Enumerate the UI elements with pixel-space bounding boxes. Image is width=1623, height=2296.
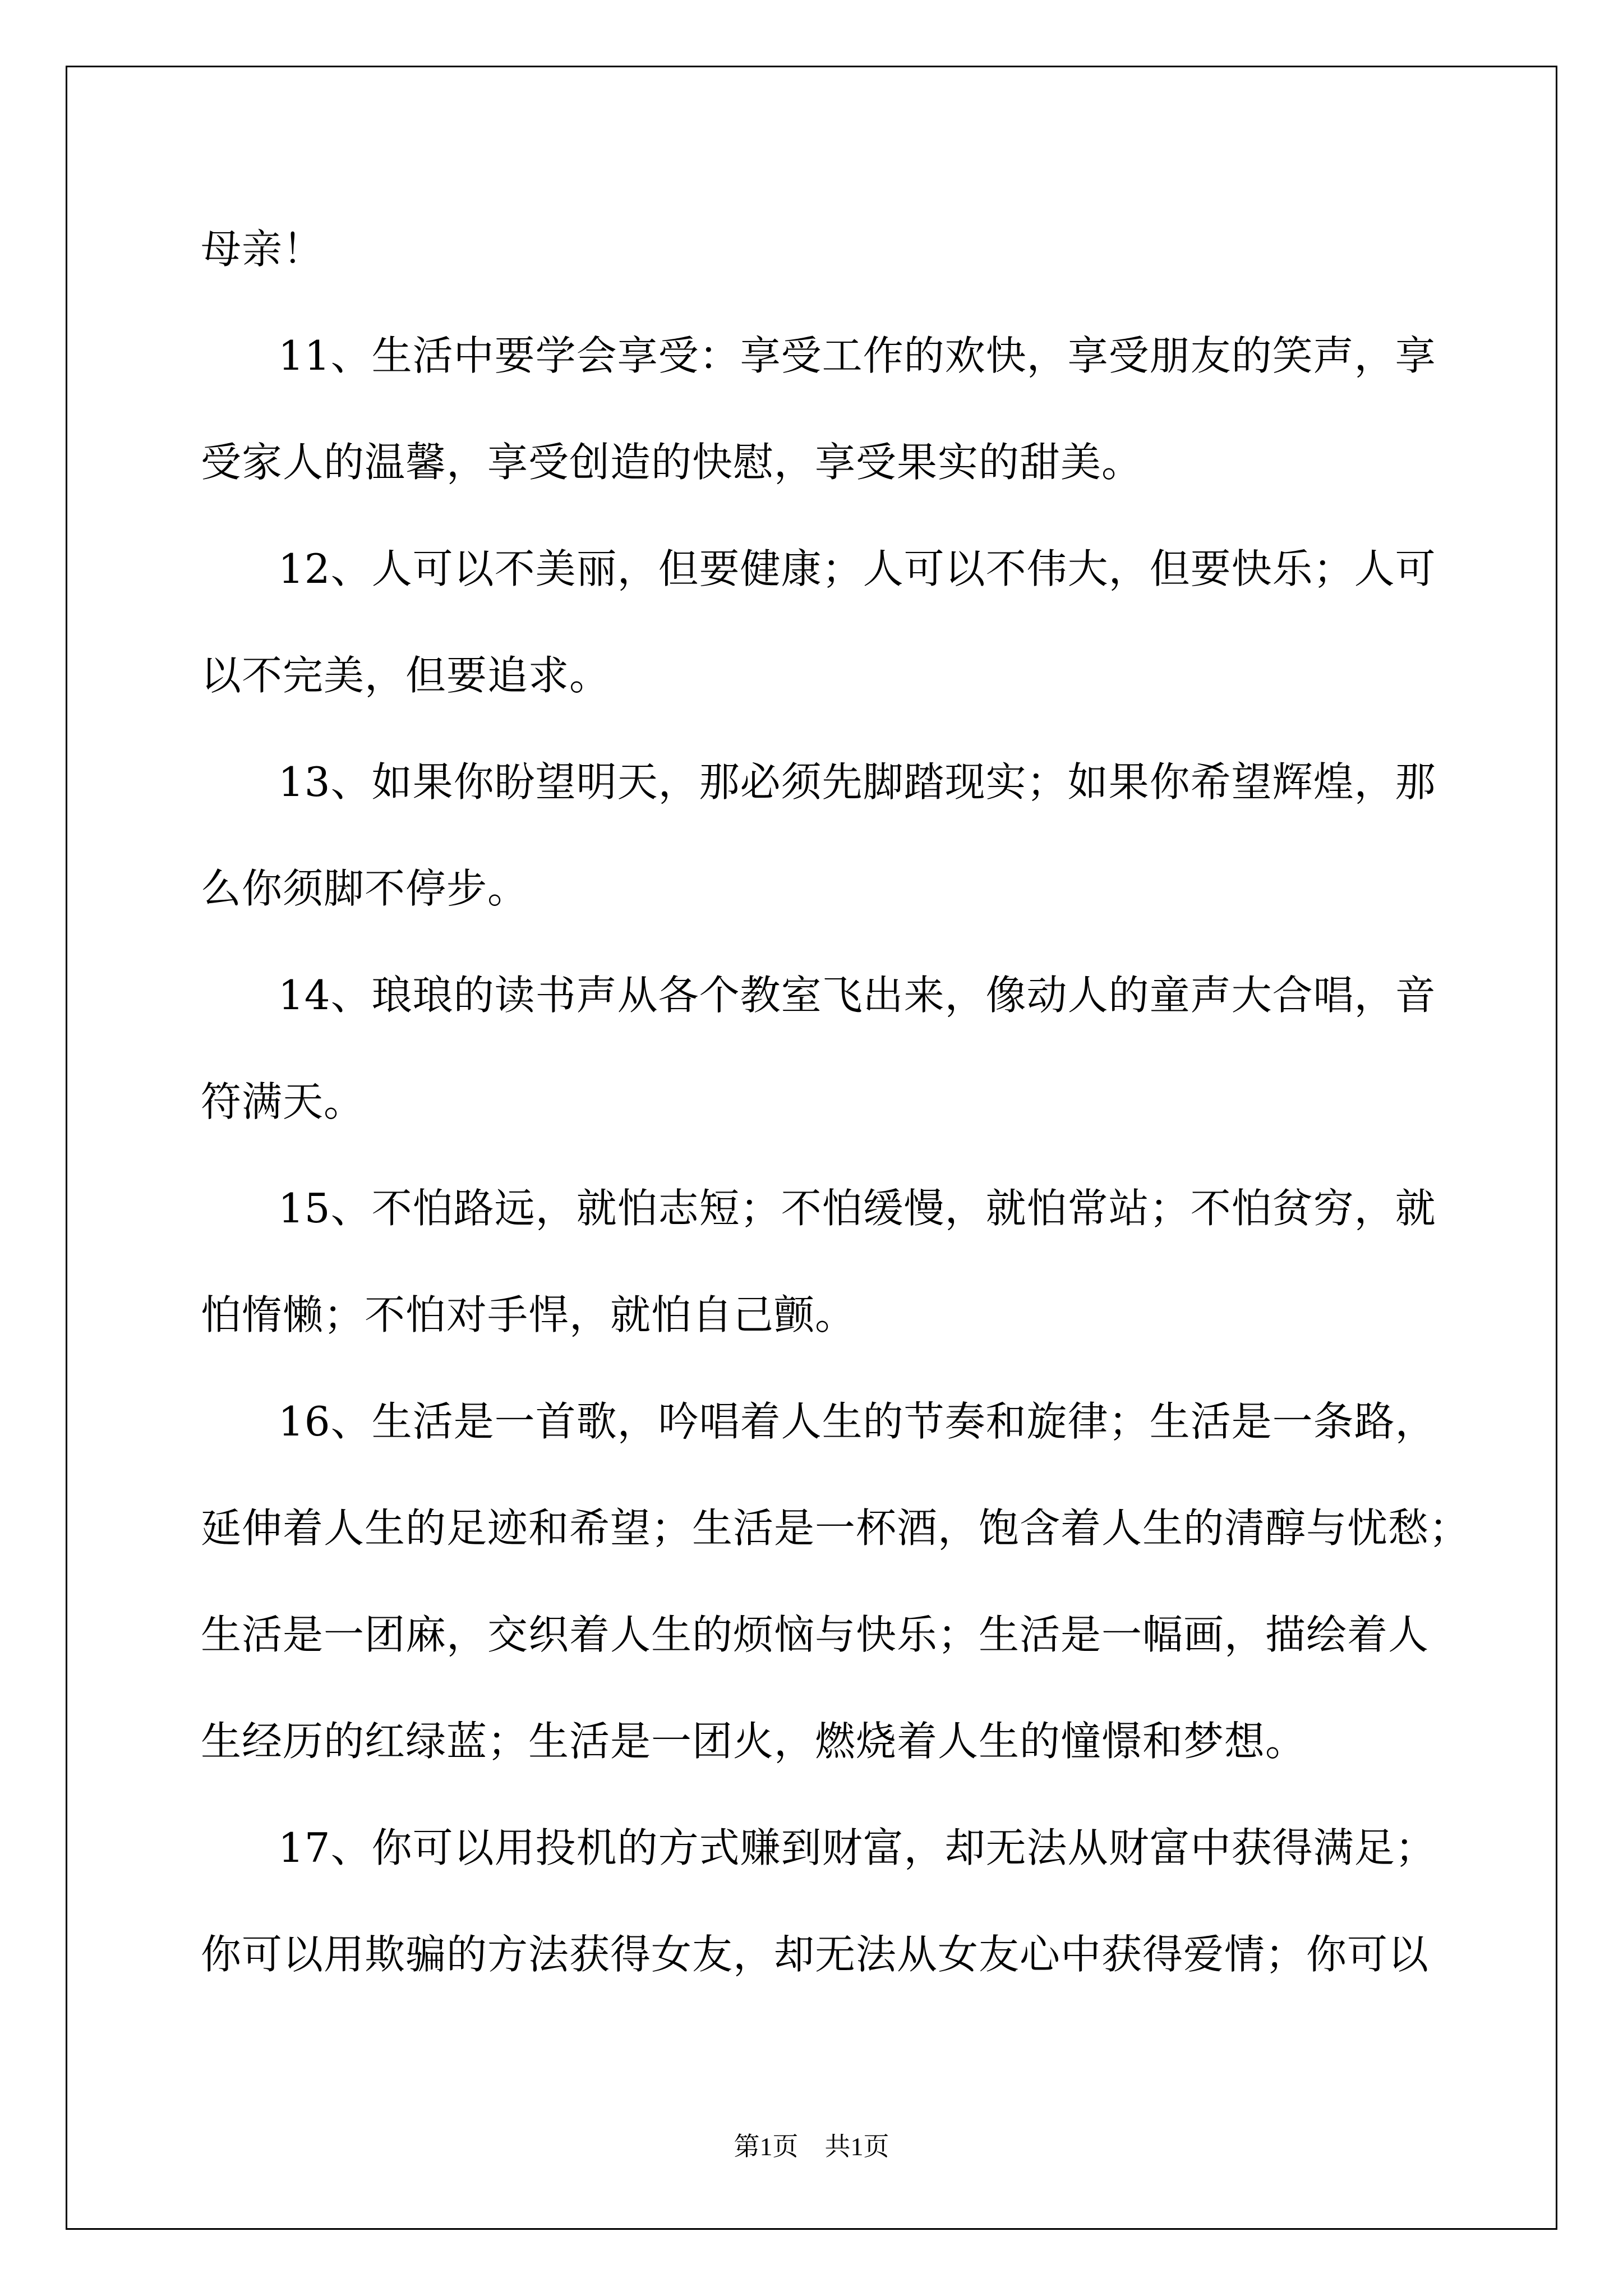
text-line: 14、琅琅的读书声从各个教室飞出来，像动人的童声大合唱，音 [278, 972, 1436, 1019]
paragraph-11 [201, 302, 1547, 516]
text-line: 11、生活中要学会享受：享受工作的欢快，享受朋友的笑声，享 [278, 332, 1436, 379]
text-line: 13、如果你盼望明天，那必须先脚踏现实；如果你希望辉煌，那 [278, 758, 1436, 806]
paragraph-13 [201, 729, 1547, 942]
page-total: 共1页 [824, 2132, 889, 2161]
document-body [201, 196, 1547, 2008]
text-line: 怕惰懒；不怕对手悍，就怕自己颤。 [201, 1291, 856, 1338]
text-line: 15、不怕路远，就怕志短；不怕缓慢，就怕常站；不怕贫穷，就 [278, 1185, 1436, 1232]
text-line: 延伸着人生的足迹和希望；生活是一杯酒，饱含着人生的清醇与忧愁； [201, 1504, 1470, 1552]
page-footer [0, 2130, 1623, 2164]
paragraph-continued [201, 196, 1547, 302]
text-line: 16、生活是一首歌，吟唱着人生的节奏和旋律；生活是一条路， [278, 1398, 1436, 1445]
paragraph-16 [201, 1368, 1547, 1795]
paragraph-12 [201, 516, 1547, 729]
text-line: 12、人可以不美丽，但要健康；人可以不伟大，但要快乐；人可 [278, 545, 1436, 592]
text-line: 17、你可以用投机的方式赚到财富，却无法从财富中获得满足； [278, 1824, 1436, 1871]
paragraph-15 [201, 1155, 1547, 1368]
text-line: 符满天。 [201, 1078, 365, 1125]
text-line: 受家人的温馨，享受创造的快慰，享受果实的甜美。 [201, 439, 1143, 486]
paragraph-14 [201, 942, 1547, 1155]
paragraph-17 [201, 1795, 1547, 2008]
text-line: 生活是一团麻，交织着人生的烦恼与快乐；生活是一幅画，描绘着人 [201, 1611, 1430, 1658]
text-line: 母亲！ [201, 226, 324, 273]
text-line: 么你须脚不停步。 [201, 865, 529, 912]
text-line: 以不完美，但要追求。 [201, 652, 611, 699]
text-line: 生经历的红绿蓝；生活是一团火，燃烧着人生的憧憬和梦想。 [201, 1718, 1307, 1765]
page-number: 第1页 [734, 2132, 799, 2161]
text-line: 你可以用欺骗的方法获得女友，却无法从女友心中获得爱情；你可以 [201, 1931, 1430, 1978]
